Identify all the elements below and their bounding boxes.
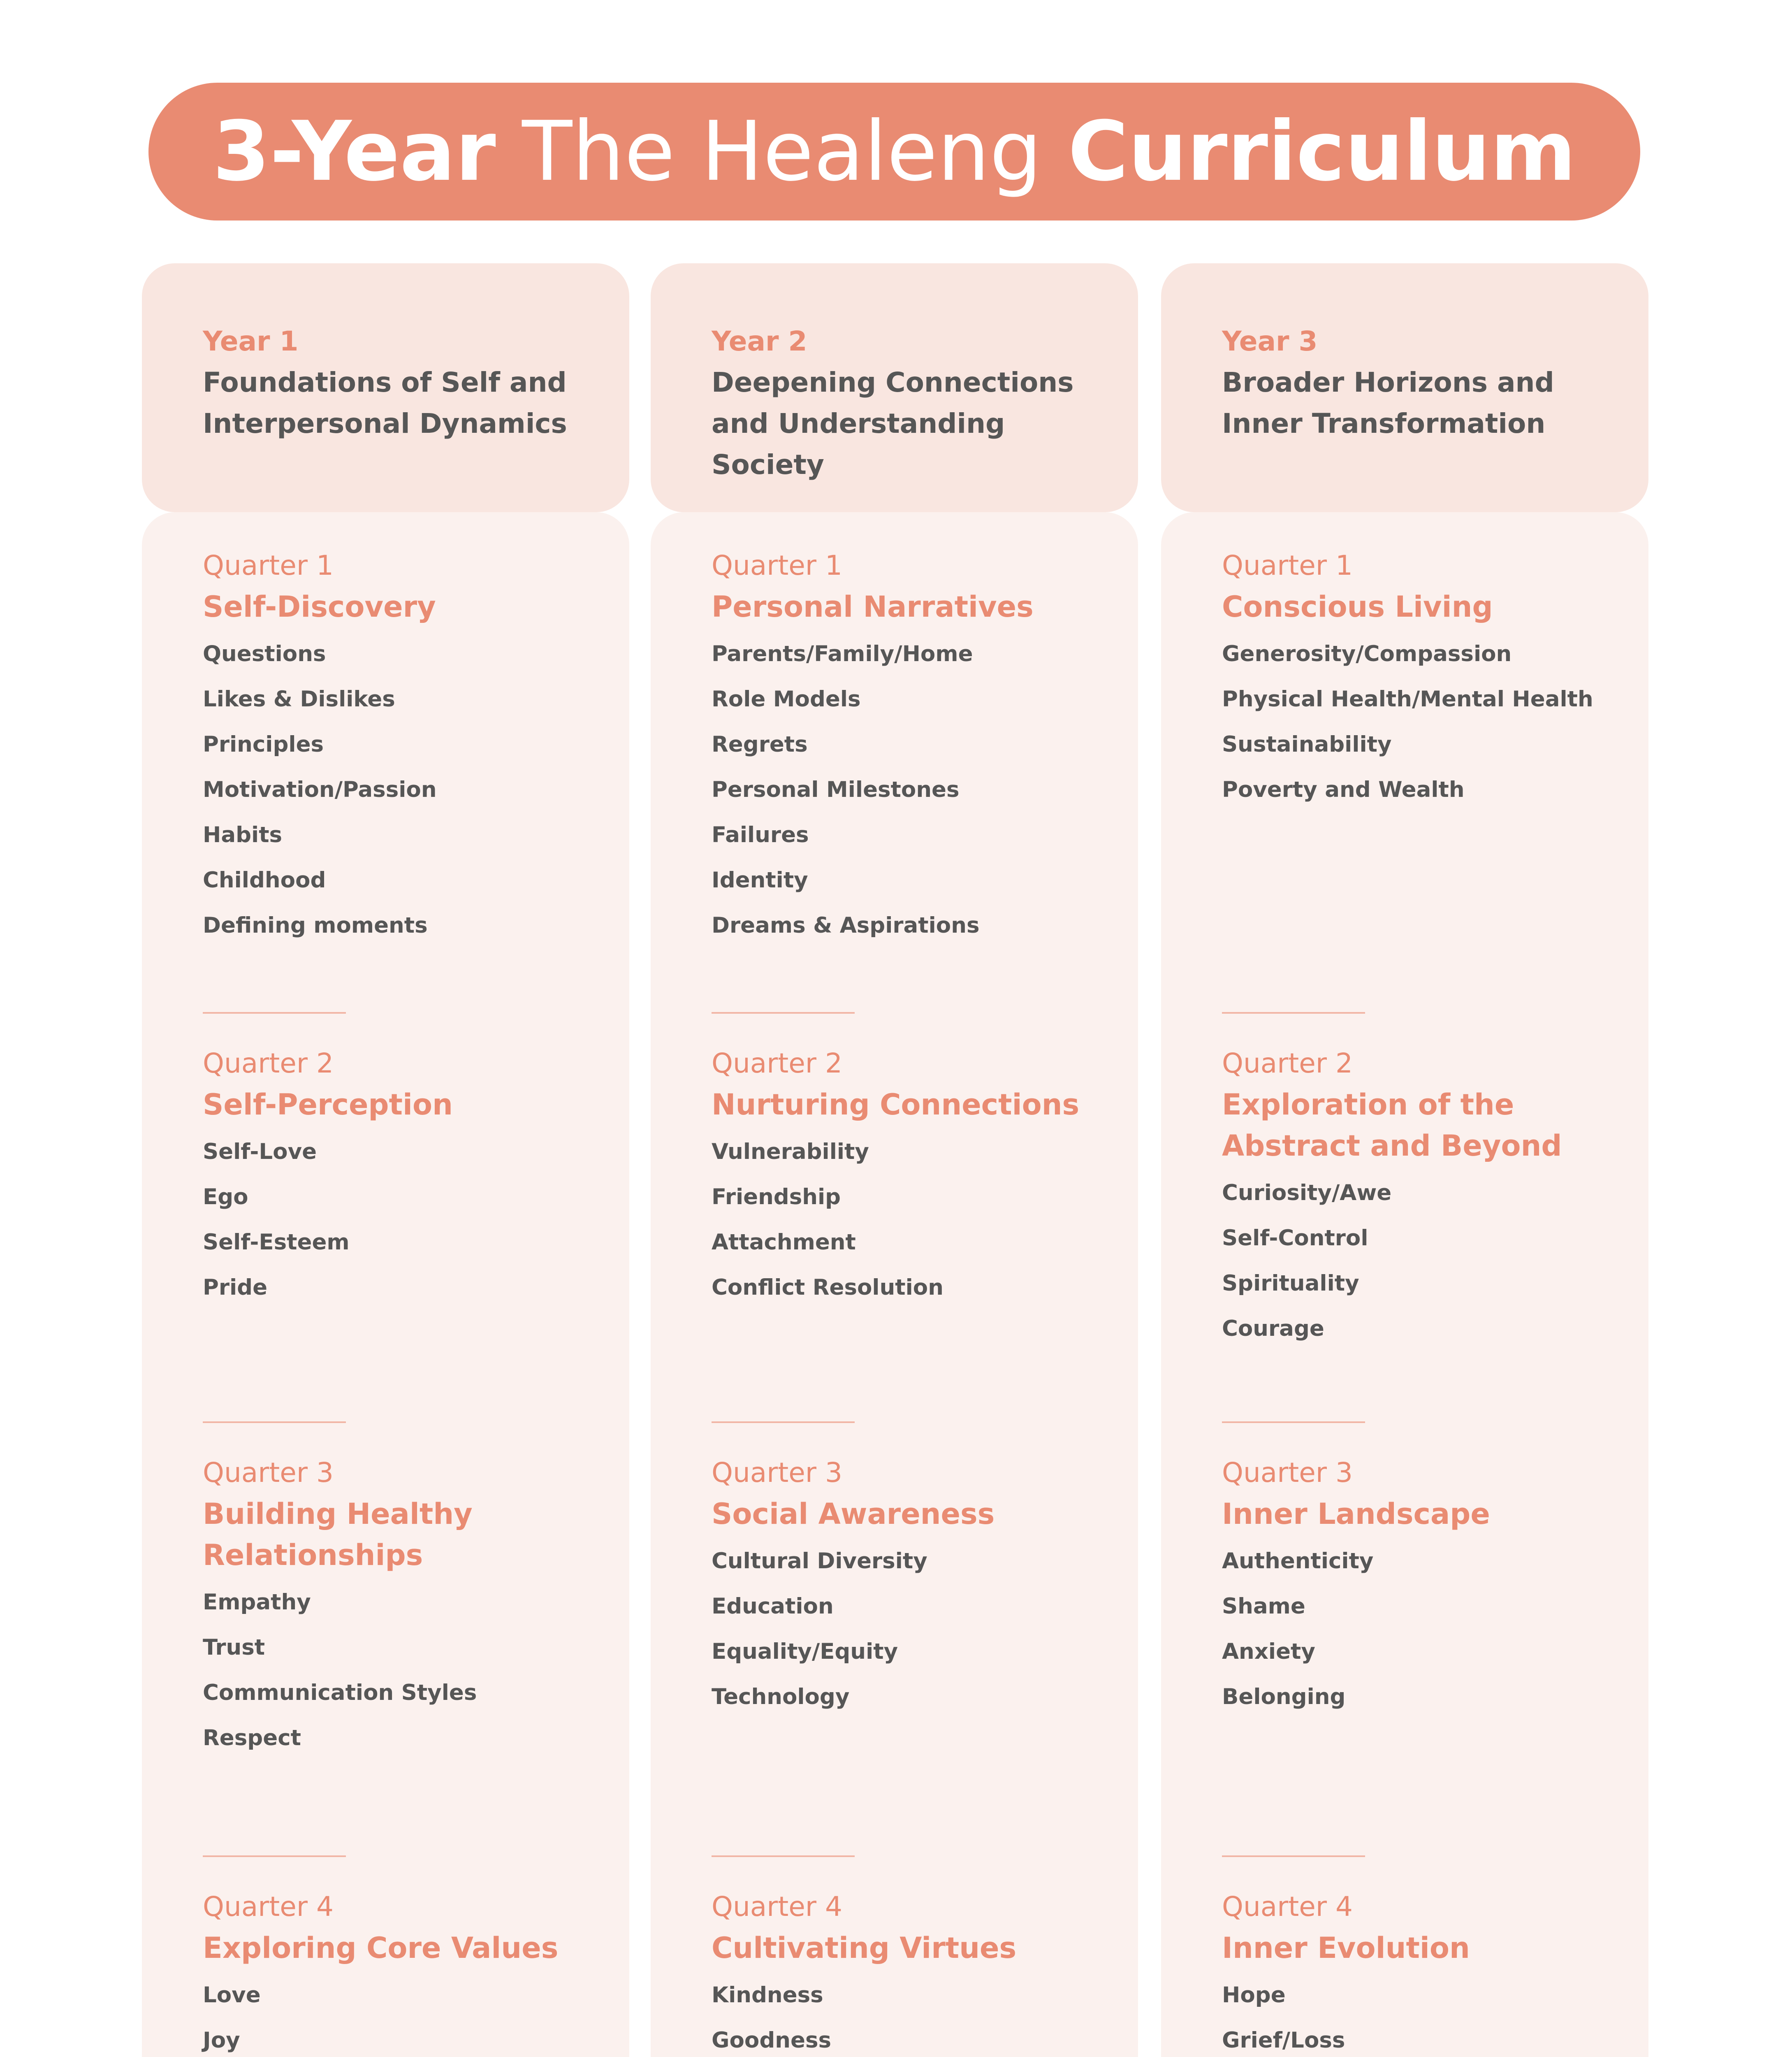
topic-list — [1222, 1973, 1617, 2057]
quarter-title: Cultivating Virtues — [712, 1931, 1017, 1965]
quarter-divider — [203, 1421, 346, 1423]
topic-item: Likes & Dislikes — [203, 687, 395, 712]
topic-item: Self-Control — [1222, 1226, 1368, 1251]
topic-item: Vulnerability — [712, 1139, 869, 1164]
topic-item: Parents/Family/Home — [712, 641, 973, 666]
quarter-divider — [712, 1855, 855, 1857]
topic-item: Curiosity/Awe — [1222, 1180, 1392, 1205]
quarter-title: Nurturing Connections — [712, 1088, 1080, 1121]
topic-item: Equality/Equity — [712, 1639, 898, 1664]
quarter-title: Inner Evolution — [1222, 1931, 1470, 1965]
topic-item: Friendship — [712, 1184, 841, 1210]
title-banner — [148, 83, 1640, 221]
topic-item: Grief/Loss — [1222, 2028, 1345, 2053]
quarter-section — [1222, 1886, 1617, 2057]
topic-item: Motivation/Passion — [203, 777, 437, 802]
topic-item: Habits — [203, 822, 283, 847]
year-label: Year 2 — [712, 325, 807, 357]
topic-item: Sustainability — [1222, 732, 1392, 757]
quarter-label: Quarter 3 — [1222, 1457, 1353, 1488]
topic-list — [1222, 1539, 1617, 1720]
topic-item: Dreams & Aspirations — [712, 913, 980, 938]
quarter-section — [712, 1452, 1106, 1720]
topic-item: Defining moments — [203, 913, 428, 938]
quarter-divider — [712, 1421, 855, 1423]
quarter-label: Quarter 1 — [203, 550, 334, 581]
topic-item: Kindness — [712, 1983, 823, 2008]
quarter-title: Self-Discovery — [203, 590, 436, 624]
topic-list — [712, 1129, 1106, 1310]
year-column-3 — [1161, 263, 1648, 2053]
topic-item: Empathy — [203, 1590, 311, 1615]
quarter-title: Social Awareness — [712, 1497, 995, 1531]
year-theme: Deepening Connections — [712, 367, 1074, 398]
quarter-divider — [203, 1855, 346, 1857]
topic-item: Ego — [203, 1184, 248, 1210]
quarter-divider — [1222, 1012, 1365, 1014]
topic-item: Trust — [203, 1635, 265, 1660]
title-part-2: The Healeng — [496, 103, 1068, 200]
quarter-label: Quarter 4 — [203, 1891, 334, 1922]
topic-item: Spirituality — [1222, 1271, 1359, 1296]
topic-item: Self-Esteem — [203, 1230, 350, 1255]
topic-list — [203, 1129, 598, 1310]
year-theme: Interpersonal Dynamics — [203, 408, 567, 439]
year-theme: Inner Transformation — [1222, 408, 1546, 439]
quarter-title: Inner Landscape — [1222, 1497, 1490, 1531]
quarter-section — [712, 1886, 1106, 2057]
topic-item: Love — [203, 1983, 261, 2008]
quarter-label: Quarter 1 — [1222, 550, 1353, 581]
topic-item: Pride — [203, 1275, 268, 1300]
topic-item: Identity — [712, 868, 808, 893]
year-body — [651, 512, 1138, 2057]
year-theme: Broader Horizons and — [1222, 367, 1554, 398]
quarter-title: Personal Narratives — [712, 590, 1034, 624]
topic-item: Attachment — [712, 1230, 856, 1255]
year-header — [651, 263, 1138, 512]
quarter-section — [203, 1043, 598, 1310]
year-header — [142, 263, 629, 512]
quarter-title: Exploration of the — [1222, 1088, 1514, 1121]
quarter-section — [203, 1886, 598, 2057]
topic-item: Shame — [1222, 1594, 1305, 1619]
year-column-1 — [142, 263, 629, 2053]
topic-item: Conflict Resolution — [712, 1275, 944, 1300]
year-header — [1161, 263, 1648, 512]
quarter-title: Exploring Core Values — [203, 1931, 559, 1965]
topic-list — [203, 1973, 598, 2057]
topic-item: Role Models — [712, 687, 861, 712]
year-theme: and Understanding Society — [712, 408, 1005, 481]
topic-item: Principles — [203, 732, 324, 757]
quarter-label: Quarter 4 — [712, 1891, 842, 1922]
quarter-section — [712, 545, 1106, 948]
quarter-label: Quarter 1 — [712, 550, 842, 581]
quarter-section — [712, 1043, 1106, 1310]
quarter-label: Quarter 2 — [203, 1047, 334, 1079]
quarter-section — [1222, 545, 1617, 813]
quarter-divider — [1222, 1855, 1365, 1857]
quarter-divider — [712, 1012, 855, 1014]
title-part-1: 3-Year — [213, 103, 496, 200]
topic-item: Poverty and Wealth — [1222, 777, 1465, 802]
topic-item: Belonging — [1222, 1684, 1346, 1709]
quarter-section — [203, 1452, 598, 1761]
year-label: Year 1 — [203, 325, 299, 357]
year-body — [1161, 512, 1648, 2057]
topic-item: Technology — [712, 1684, 850, 1709]
topic-item: Goodness — [712, 2028, 832, 2053]
topic-item: Physical Health/Mental Health — [1222, 687, 1593, 712]
topic-item: Education — [712, 1594, 834, 1619]
year-label: Year 3 — [1222, 325, 1318, 357]
quarter-label: Quarter 2 — [712, 1047, 842, 1079]
topic-item: Cultural Diversity — [712, 1549, 927, 1574]
quarter-title: Conscious Living — [1222, 590, 1493, 624]
year-column-2 — [651, 263, 1138, 2053]
quarter-title: Relationships — [203, 1538, 423, 1572]
quarter-section — [203, 545, 598, 948]
topic-item: Courage — [1222, 1316, 1324, 1341]
topic-item: Anxiety — [1222, 1639, 1315, 1664]
topic-item: Failures — [712, 822, 809, 847]
topic-item: Generosity/Compassion — [1222, 641, 1512, 666]
year-body — [142, 512, 629, 2057]
topic-item: Hope — [1222, 1983, 1286, 2008]
quarter-label: Quarter 2 — [1222, 1047, 1353, 1079]
quarter-label: Quarter 3 — [712, 1457, 842, 1488]
quarter-title: Building Healthy — [203, 1497, 473, 1531]
topic-item: Personal Milestones — [712, 777, 960, 802]
topic-list — [712, 1973, 1106, 2057]
quarter-section — [1222, 1452, 1617, 1720]
topic-list — [712, 631, 1106, 948]
quarter-title: Self-Perception — [203, 1088, 453, 1121]
quarter-section — [1222, 1043, 1617, 1351]
topic-list — [203, 631, 598, 948]
topic-item: Questions — [203, 641, 326, 666]
topic-list — [1222, 631, 1617, 813]
quarter-divider — [1222, 1421, 1365, 1423]
topic-item: Authenticity — [1222, 1549, 1374, 1574]
year-theme: Foundations of Self and — [203, 367, 567, 398]
topic-list — [712, 1539, 1106, 1720]
topic-item: Childhood — [203, 868, 326, 893]
topic-item: Respect — [203, 1725, 301, 1751]
quarter-label: Quarter 4 — [1222, 1891, 1353, 1922]
quarter-divider — [203, 1012, 346, 1014]
topic-item: Joy — [203, 2028, 240, 2053]
topic-item: Communication Styles — [203, 1680, 477, 1705]
topic-item: Self-Love — [203, 1139, 317, 1164]
title-part-3: Curriculum — [1068, 103, 1576, 200]
quarter-title: Abstract and Beyond — [1222, 1129, 1562, 1163]
topic-item: Regrets — [712, 732, 808, 757]
topic-list — [1222, 1170, 1617, 1351]
topic-list — [203, 1580, 598, 1761]
quarter-label: Quarter 3 — [203, 1457, 334, 1488]
